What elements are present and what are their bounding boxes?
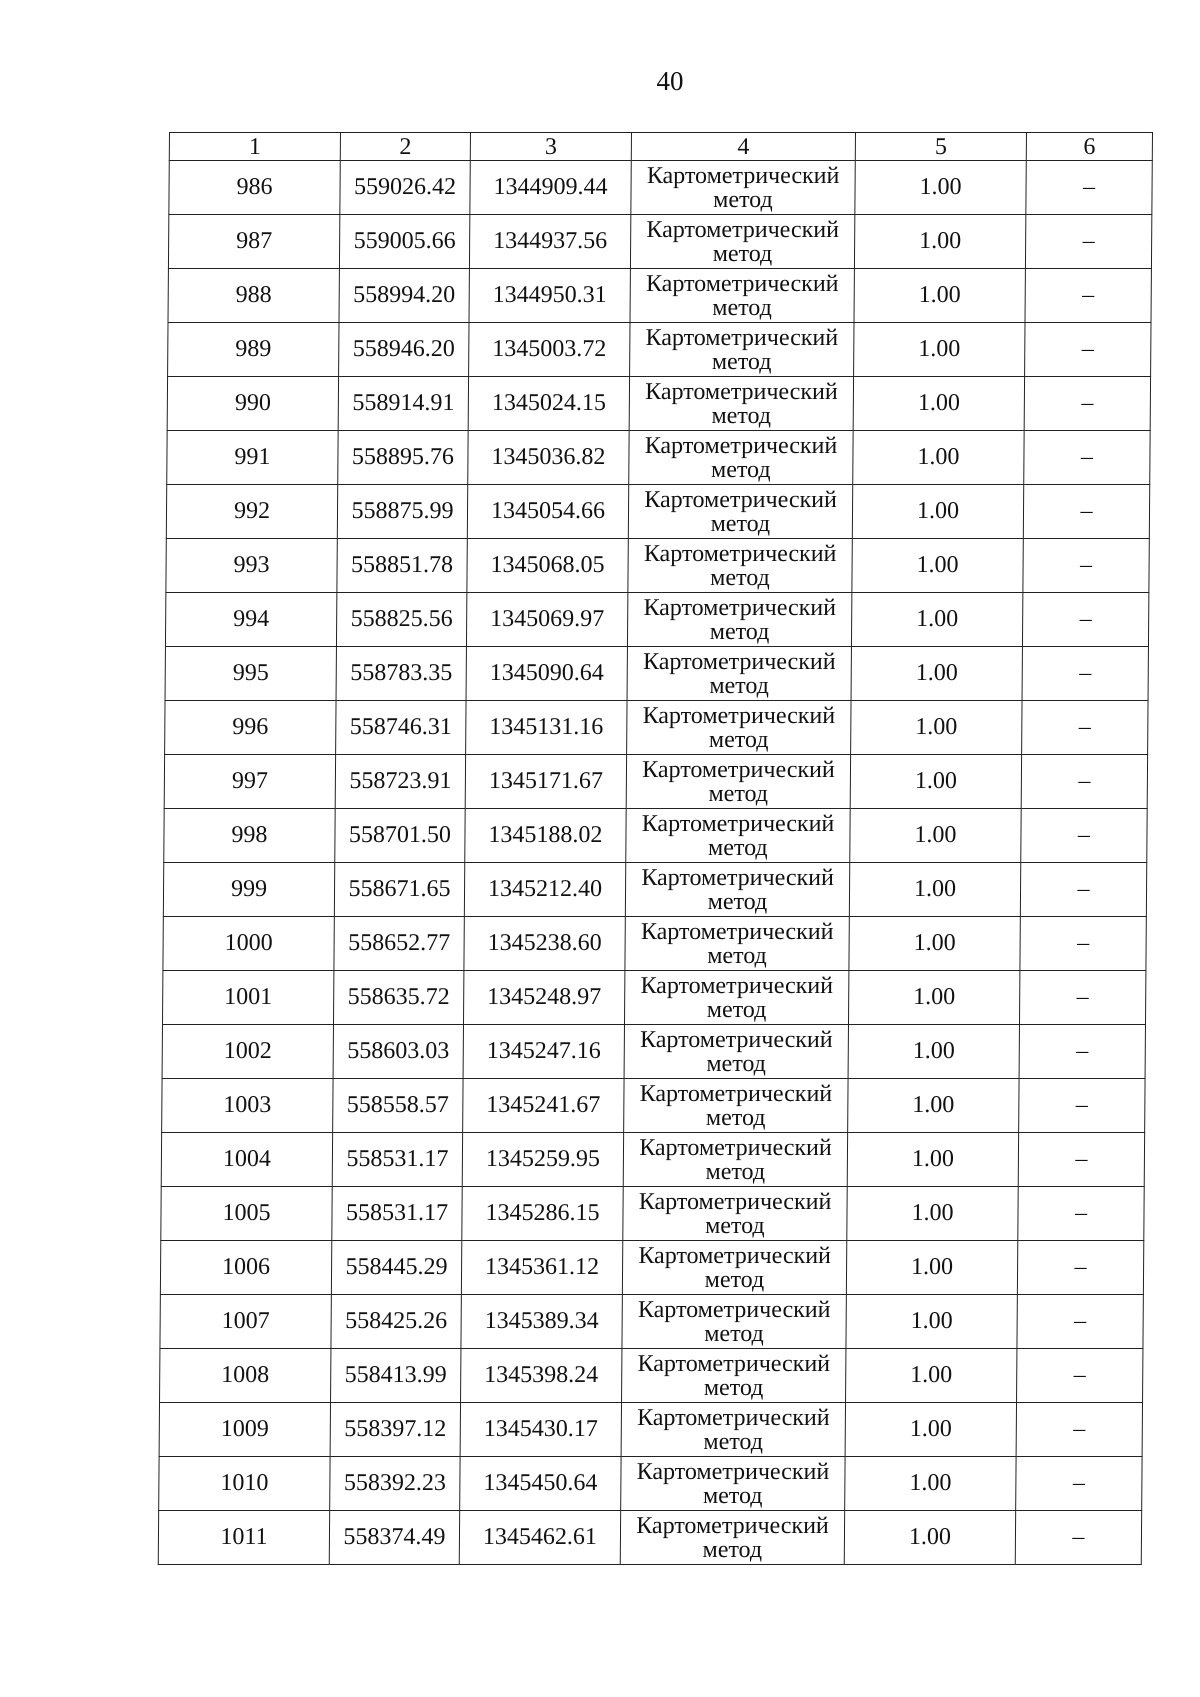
method-text-line-1: Картометрический [640, 1026, 833, 1053]
precision-cell: 1.00 [854, 269, 1025, 323]
point-number-cell: 994 [165, 593, 336, 647]
note-cell: – [1020, 917, 1146, 971]
method-text-line-2: метод [704, 1266, 765, 1293]
method-text-line-1: Картометрический [646, 162, 840, 189]
method-cell [624, 1025, 848, 1079]
method-text-line-1: Картометрический [637, 1404, 830, 1431]
table-row [159, 1403, 1142, 1457]
precision-cell: 1.00 [848, 1025, 1019, 1079]
x-coordinate-cell: 559026.42 [340, 161, 470, 215]
table-row [163, 917, 1146, 971]
method-cell [621, 1403, 845, 1457]
method-cell [627, 647, 851, 701]
method-cell [624, 971, 848, 1025]
precision-cell: 1.00 [854, 215, 1025, 269]
x-coordinate-cell: 558531.17 [332, 1133, 462, 1187]
note-cell: – [1018, 1187, 1144, 1241]
method-text-line-2: метод [705, 1158, 766, 1185]
method-text-line-1: Картометрический [643, 540, 837, 567]
column-header: 5 [855, 133, 1026, 161]
note-cell: – [1017, 1349, 1143, 1403]
point-number-cell: 1005 [161, 1187, 332, 1241]
method-cell [622, 1349, 846, 1403]
table-row [168, 269, 1151, 323]
table-row [165, 593, 1148, 647]
precision-cell: 1.00 [852, 539, 1023, 593]
table-row [165, 647, 1148, 701]
x-coordinate-cell: 558635.72 [333, 971, 463, 1025]
x-coordinate-cell: 558603.03 [333, 1025, 463, 1079]
method-text-line-1: Картометрический [644, 486, 837, 513]
method-text-line-2: метод [708, 780, 769, 807]
y-coordinate-cell: 1345069.97 [466, 593, 627, 647]
precision-cell: 1.00 [845, 1457, 1016, 1511]
y-coordinate-cell: 1345238.60 [464, 917, 625, 971]
method-text-line-1: Картометрический [640, 918, 834, 945]
x-coordinate-cell: 558671.65 [334, 863, 464, 917]
method-cell [627, 593, 851, 647]
method-text-line-2: метод [703, 1374, 764, 1401]
method-cell [625, 863, 849, 917]
method-text-line-2: метод [705, 1104, 766, 1131]
method-text-line-2: метод [710, 564, 770, 591]
table-row [163, 863, 1146, 917]
method-text-line-2: метод [702, 1536, 763, 1563]
method-text-line-2: метод [712, 294, 772, 321]
note-cell: – [1024, 377, 1150, 431]
note-cell: – [1022, 593, 1148, 647]
method-cell [631, 161, 855, 215]
y-coordinate-cell: 1345024.15 [468, 377, 629, 431]
point-number-cell: 1003 [162, 1079, 333, 1133]
point-number-cell: 995 [165, 647, 336, 701]
note-cell: – [1026, 161, 1152, 215]
y-coordinate-cell: 1345036.82 [468, 431, 629, 485]
x-coordinate-cell: 558851.78 [337, 539, 467, 593]
method-text-line-1: Картометрический [646, 216, 840, 243]
table-row [168, 215, 1151, 269]
x-coordinate-cell: 558413.99 [331, 1349, 461, 1403]
precision-cell: 1.00 [849, 917, 1020, 971]
method-cell [625, 917, 849, 971]
table-row [166, 485, 1149, 539]
precision-cell: 1.00 [850, 809, 1021, 863]
table-row [162, 971, 1145, 1025]
y-coordinate-cell: 1345248.97 [463, 971, 624, 1025]
method-cell [626, 809, 850, 863]
method-cell [629, 431, 853, 485]
point-number-cell: 1006 [160, 1241, 331, 1295]
table-row [162, 1079, 1145, 1133]
y-coordinate-cell: 1344909.44 [470, 161, 631, 215]
method-text-line-2: метод [708, 834, 768, 861]
table-body [158, 161, 1152, 1565]
method-text-line-2: метод [709, 618, 770, 645]
table-row [160, 1349, 1143, 1403]
x-coordinate-cell: 558374.49 [329, 1511, 459, 1565]
point-number-cell: 997 [164, 755, 335, 809]
y-coordinate-cell: 1345389.34 [461, 1295, 622, 1349]
coordinates-table [158, 132, 1153, 1565]
method-cell [621, 1457, 845, 1511]
point-number-cell: 1002 [162, 1025, 333, 1079]
point-number-cell: 992 [166, 485, 337, 539]
table-row [165, 701, 1148, 755]
y-coordinate-cell: 1345212.40 [464, 863, 625, 917]
method-text-line-2: метод [710, 510, 771, 537]
table-header-row [169, 133, 1152, 161]
table-row [167, 431, 1150, 485]
method-text-line-1: Картометрический [639, 1080, 833, 1107]
y-coordinate-cell: 1345068.05 [467, 539, 628, 593]
precision-cell: 1.00 [846, 1295, 1017, 1349]
point-number-cell: 1001 [162, 971, 333, 1025]
point-number-cell: 991 [167, 431, 338, 485]
table-row [169, 161, 1152, 215]
point-number-cell: 986 [169, 161, 340, 215]
precision-cell: 1.00 [849, 863, 1020, 917]
method-cell [629, 377, 853, 431]
y-coordinate-cell: 1345188.02 [465, 809, 626, 863]
y-coordinate-cell: 1345430.17 [460, 1403, 621, 1457]
method-text-line-2: метод [706, 996, 767, 1023]
note-cell: – [1016, 1457, 1142, 1511]
point-number-cell: 996 [165, 701, 336, 755]
method-text-line-1: Картометрический [637, 1350, 831, 1377]
x-coordinate-cell: 558994.20 [339, 269, 469, 323]
method-text-line-1: Картометрический [641, 864, 835, 891]
note-cell: – [1021, 755, 1147, 809]
column-header: 1 [169, 133, 340, 161]
method-text-line-1: Картометрический [639, 1134, 832, 1161]
x-coordinate-cell: 558397.12 [330, 1403, 460, 1457]
note-cell: – [1022, 647, 1148, 701]
method-cell [628, 485, 852, 539]
x-coordinate-cell: 558783.35 [336, 647, 466, 701]
method-text-line-2: метод [711, 348, 772, 375]
note-cell: – [1015, 1511, 1141, 1565]
method-text-line-2: метод [710, 456, 771, 483]
method-cell [620, 1511, 844, 1565]
x-coordinate-cell: 558723.91 [335, 755, 465, 809]
method-cell [623, 1187, 847, 1241]
method-text-line-1: Картометрический [642, 756, 835, 783]
x-coordinate-cell: 558392.23 [330, 1457, 460, 1511]
note-cell: – [1018, 1133, 1144, 1187]
precision-cell: 1.00 [851, 593, 1022, 647]
y-coordinate-cell: 1345131.16 [466, 701, 627, 755]
point-number-cell: 998 [164, 809, 335, 863]
note-cell: – [1016, 1403, 1142, 1457]
method-text-line-1: Картометрический [642, 648, 836, 675]
precision-cell: 1.00 [846, 1241, 1017, 1295]
y-coordinate-cell: 1345241.67 [463, 1079, 624, 1133]
x-coordinate-cell: 558895.76 [338, 431, 468, 485]
method-cell [630, 323, 854, 377]
method-text-line-2: метод [711, 402, 772, 429]
method-text-line-1: Картометрический [638, 1188, 832, 1215]
table-row [161, 1133, 1144, 1187]
point-number-cell: 1008 [160, 1349, 331, 1403]
method-text-line-1: Картометрический [642, 702, 836, 729]
point-number-cell: 993 [166, 539, 337, 593]
table-row [160, 1241, 1143, 1295]
precision-cell: 1.00 [853, 377, 1024, 431]
method-text-line-2: метод [712, 240, 773, 267]
y-coordinate-cell: 1345361.12 [461, 1241, 622, 1295]
precision-cell: 1.00 [847, 1187, 1018, 1241]
method-text-line-2: метод [705, 1212, 765, 1239]
note-cell: – [1020, 863, 1146, 917]
method-text-line-1: Картометрический [643, 594, 837, 621]
table-row [168, 323, 1151, 377]
table-row [161, 1187, 1144, 1241]
method-cell [628, 539, 852, 593]
point-number-cell: 1000 [163, 917, 334, 971]
point-number-cell: 990 [167, 377, 338, 431]
table-row [167, 377, 1150, 431]
column-header: 6 [1026, 133, 1152, 161]
method-text-line-2: метод [704, 1320, 764, 1347]
method-cell [627, 701, 851, 755]
x-coordinate-cell: 558701.50 [335, 809, 465, 863]
method-text-line-2: метод [702, 1482, 763, 1509]
note-cell: – [1021, 809, 1147, 863]
point-number-cell: 989 [168, 323, 339, 377]
table-row [160, 1295, 1143, 1349]
point-number-cell: 987 [168, 215, 339, 269]
point-number-cell: 1004 [161, 1133, 332, 1187]
column-header: 4 [631, 133, 855, 161]
method-text-line-2: метод [709, 672, 770, 699]
method-text-line-2: метод [706, 1050, 767, 1077]
method-text-line-1: Картометрический [636, 1512, 829, 1539]
table-row [162, 1025, 1145, 1079]
precision-cell: 1.00 [845, 1403, 1016, 1457]
method-text-line-1: Картометрический [645, 378, 838, 405]
y-coordinate-cell: 1345247.16 [463, 1025, 624, 1079]
y-coordinate-cell: 1345259.95 [462, 1133, 623, 1187]
method-text-line-2: метод [703, 1428, 764, 1455]
column-header: 2 [340, 133, 470, 161]
y-coordinate-cell: 1345286.15 [462, 1187, 623, 1241]
point-number-cell: 1011 [158, 1511, 329, 1565]
note-cell: – [1017, 1241, 1143, 1295]
note-cell: – [1023, 485, 1149, 539]
precision-cell: 1.00 [853, 431, 1024, 485]
note-cell: – [1025, 323, 1151, 377]
y-coordinate-cell: 1345003.72 [469, 323, 630, 377]
x-coordinate-cell: 559005.66 [339, 215, 469, 269]
note-cell: – [1023, 539, 1149, 593]
precision-cell: 1.00 [847, 1133, 1018, 1187]
precision-cell: 1.00 [848, 1079, 1019, 1133]
y-coordinate-cell: 1345398.24 [461, 1349, 622, 1403]
note-cell: – [1024, 431, 1150, 485]
note-cell: – [1019, 1025, 1145, 1079]
column-header: 3 [470, 133, 631, 161]
note-cell: – [1025, 215, 1151, 269]
x-coordinate-cell: 558531.17 [332, 1187, 462, 1241]
method-cell [624, 1079, 848, 1133]
point-number-cell: 999 [163, 863, 334, 917]
method-text-line-1: Картометрический [638, 1242, 832, 1269]
page-number: 40 [656, 66, 684, 96]
table-row [158, 1511, 1141, 1565]
precision-cell: 1.00 [851, 647, 1022, 701]
y-coordinate-cell: 1345090.64 [466, 647, 627, 701]
table-row [164, 809, 1147, 863]
note-cell: – [1019, 1079, 1145, 1133]
y-coordinate-cell: 1344950.31 [469, 269, 630, 323]
method-text-line-1: Картометрический [645, 270, 839, 297]
note-cell: – [1025, 269, 1151, 323]
table-row [166, 539, 1149, 593]
precision-cell: 1.00 [851, 701, 1022, 755]
point-number-cell: 1007 [160, 1295, 331, 1349]
precision-cell: 1.00 [844, 1511, 1015, 1565]
method-cell [622, 1241, 846, 1295]
table-row [164, 755, 1147, 809]
x-coordinate-cell: 558558.57 [333, 1079, 463, 1133]
method-text-line-1: Картометрический [645, 324, 839, 351]
method-text-line-2: метод [713, 186, 773, 213]
y-coordinate-cell: 1345171.67 [465, 755, 626, 809]
x-coordinate-cell: 558914.91 [338, 377, 468, 431]
method-text-line-1: Картометрический [637, 1296, 831, 1323]
method-text-line-1: Картометрический [640, 972, 834, 999]
precision-cell: 1.00 [850, 755, 1021, 809]
method-text-line-2: метод [708, 726, 769, 753]
precision-cell: 1.00 [846, 1349, 1017, 1403]
y-coordinate-cell: 1345450.64 [460, 1457, 621, 1511]
y-coordinate-cell: 1345054.66 [467, 485, 628, 539]
note-cell: – [1019, 971, 1145, 1025]
x-coordinate-cell: 558825.56 [336, 593, 466, 647]
y-coordinate-cell: 1345462.61 [459, 1511, 620, 1565]
method-text-line-2: метод [707, 888, 768, 915]
method-cell [630, 269, 854, 323]
x-coordinate-cell: 558652.77 [334, 917, 464, 971]
point-number-cell: 1009 [159, 1403, 330, 1457]
x-coordinate-cell: 558875.99 [337, 485, 467, 539]
point-number-cell: 988 [168, 269, 339, 323]
note-cell: – [1022, 701, 1148, 755]
note-cell: – [1017, 1295, 1143, 1349]
method-cell [630, 215, 854, 269]
precision-cell: 1.00 [854, 323, 1025, 377]
method-text-line-1: Картометрический [636, 1458, 830, 1485]
x-coordinate-cell: 558946.20 [339, 323, 469, 377]
point-number-cell: 1010 [159, 1457, 330, 1511]
method-cell [622, 1295, 846, 1349]
method-cell [623, 1133, 847, 1187]
method-cell [626, 755, 850, 809]
method-text-line-2: метод [707, 942, 767, 969]
x-coordinate-cell: 558746.31 [336, 701, 466, 755]
y-coordinate-cell: 1344937.56 [469, 215, 630, 269]
x-coordinate-cell: 558445.29 [331, 1241, 461, 1295]
precision-cell: 1.00 [848, 971, 1019, 1025]
method-text-line-1: Картометрический [644, 432, 838, 459]
precision-cell: 1.00 [855, 161, 1026, 215]
method-text-line-1: Картометрический [641, 810, 835, 837]
precision-cell: 1.00 [852, 485, 1023, 539]
x-coordinate-cell: 558425.26 [331, 1295, 461, 1349]
table-row [159, 1457, 1142, 1511]
